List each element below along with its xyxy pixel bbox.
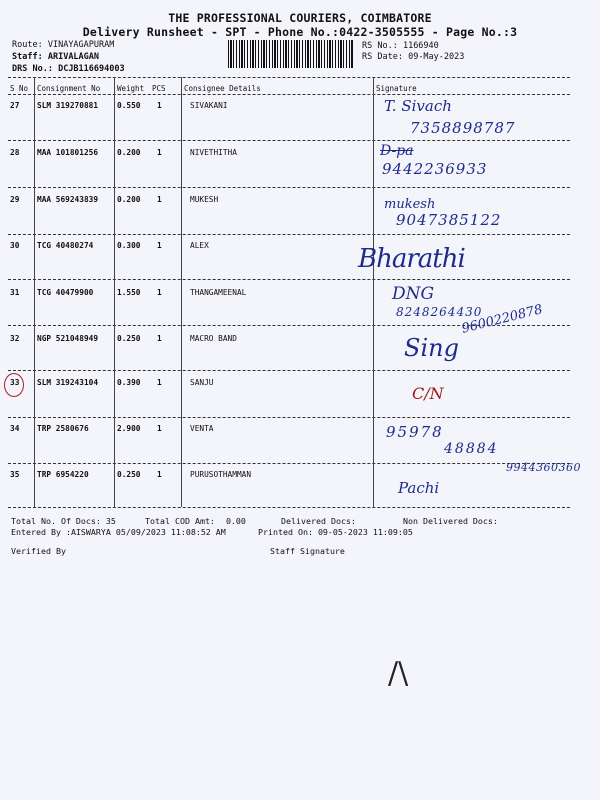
signature-handwriting: 95978 xyxy=(386,423,444,441)
rs-date-row xyxy=(362,52,464,62)
total-docs-label: Total No. Of Docs: xyxy=(11,516,101,526)
row-sno: 29 xyxy=(10,195,20,204)
row-weight: 2.900 xyxy=(117,424,141,433)
row-pcs: 1 xyxy=(157,424,162,433)
row-consignment: SLM 319243104 xyxy=(37,378,99,387)
row-weight: 0.200 xyxy=(117,148,141,157)
row-pcs: 1 xyxy=(157,334,162,343)
row-sno: 28 xyxy=(10,148,20,157)
route-row xyxy=(12,40,114,50)
signature-phone: 9047385122 xyxy=(396,211,502,229)
row-sno: 34 xyxy=(10,424,20,433)
column-divider xyxy=(114,77,115,507)
total-cod xyxy=(145,516,246,526)
row-separator xyxy=(8,279,570,280)
row-separator xyxy=(8,463,570,464)
table-bottom-rule xyxy=(8,507,570,508)
row-consignee: SIVAKANI xyxy=(190,101,228,110)
row-pcs: 1 xyxy=(157,148,162,157)
row-weight: 1.550 xyxy=(117,288,141,297)
total-cod-value: 0.00 xyxy=(225,516,246,526)
staff-signature-label: Staff Signature xyxy=(270,546,345,556)
row-consignment: TCG 40480274 xyxy=(37,241,94,250)
route-label: Route: xyxy=(12,40,43,50)
row-consignee: SANJU xyxy=(190,378,214,387)
column-divider xyxy=(34,77,35,507)
row-pcs: 1 xyxy=(157,470,162,479)
row-consignment: MAA 101801256 xyxy=(37,148,99,157)
column-divider xyxy=(181,77,182,507)
row-weight: 0.250 xyxy=(117,470,141,479)
signature-handwriting: Bharathi xyxy=(358,244,465,274)
signature-handwriting: DNG xyxy=(392,284,435,304)
row-pcs: 1 xyxy=(157,101,162,110)
barcode xyxy=(228,40,354,68)
row-pcs: 1 xyxy=(157,378,162,387)
total-docs-value: 35 xyxy=(105,516,116,526)
delivered-docs-label: Delivered Docs: xyxy=(281,516,356,526)
row-separator xyxy=(8,417,570,418)
column-divider xyxy=(373,77,374,507)
row-weight: 0.250 xyxy=(117,334,141,343)
row-consignee: MUKESH xyxy=(190,195,219,204)
row-consignment: TCG 40479900 xyxy=(37,288,94,297)
row-sno: 27 xyxy=(10,101,20,110)
row-sno: 33 xyxy=(10,378,20,387)
rs-no-label: RS No.: xyxy=(362,41,398,51)
route-value: VINAYAGAPURAM xyxy=(47,40,115,50)
staff-label: Staff: xyxy=(12,52,43,62)
totals-row xyxy=(11,516,116,526)
rs-no-row xyxy=(362,41,439,51)
signature-phone: 8248264430 xyxy=(396,305,483,319)
row-consignee: THANGAMEENAL xyxy=(190,288,247,297)
rs-date-value: 09-May-2023 xyxy=(408,52,465,62)
header-consignment: Consignment No xyxy=(37,84,101,93)
signature-handwriting: C/N xyxy=(412,384,444,403)
staff-value: ARIVALAGAN xyxy=(47,52,100,62)
drs-label: DRS No.: xyxy=(12,64,53,74)
row-consignee: ALEX xyxy=(190,241,209,250)
drs-row xyxy=(12,64,125,74)
signature-handwriting: Pachi xyxy=(398,479,440,497)
table-top-rule xyxy=(8,77,570,78)
non-delivered-docs-label: Non Delivered Docs: xyxy=(403,516,498,526)
header-sno: S No xyxy=(10,84,29,93)
row-pcs: 1 xyxy=(157,195,162,204)
signature-phone: 9442236933 xyxy=(382,160,488,178)
signature-phone: 7358898787 xyxy=(410,119,516,137)
row-separator xyxy=(8,234,570,235)
header-pcs: PCS xyxy=(152,84,166,93)
table-header-rule xyxy=(8,94,570,95)
row-consignment: MAA 569243839 xyxy=(37,195,99,204)
row-consignment: NGP 521048949 xyxy=(37,334,99,343)
signature-handwriting: T. Sivach xyxy=(384,97,452,115)
row-consignee: MACRO BAND xyxy=(190,334,237,343)
row-consignment: TRP 6954220 xyxy=(37,470,89,479)
staff-row xyxy=(12,52,99,62)
row-sno: 30 xyxy=(10,241,20,250)
row-pcs: 1 xyxy=(157,241,162,250)
signature-phone: 9944360360 xyxy=(506,461,581,474)
total-cod-label: Total COD Amt: xyxy=(145,516,215,526)
row-separator xyxy=(8,370,570,371)
signature-handwriting: mukesh xyxy=(384,197,436,212)
row-sno: 35 xyxy=(10,470,20,479)
company-name: THE PROFESSIONAL COURIERS, COIMBATORE xyxy=(168,11,432,25)
rs-date-label: RS Date: xyxy=(362,52,403,62)
row-weight: 0.300 xyxy=(117,241,141,250)
rs-no-value: 1166940 xyxy=(402,41,439,51)
signature-handwriting: Sing xyxy=(404,334,459,362)
row-sno: 32 xyxy=(10,334,20,343)
runsheet-subtitle: Delivery Runsheet - SPT - Phone No.:0422-3505555 - Page No.:3 xyxy=(82,25,518,39)
signature-phone: 48884 xyxy=(444,441,499,457)
row-consignee: VENTA xyxy=(190,424,214,433)
signature-phone: 9600220878 xyxy=(460,302,545,337)
stray-pen-mark: /\ xyxy=(388,656,409,691)
row-weight: 0.550 xyxy=(117,101,141,110)
drs-value: DCJB116694003 xyxy=(58,64,125,74)
header-consignee: Consignee Details xyxy=(184,84,261,93)
row-pcs: 1 xyxy=(157,288,162,297)
row-separator xyxy=(8,187,570,188)
row-weight: 0.200 xyxy=(117,195,141,204)
signature-handwriting: D-pa xyxy=(380,143,414,159)
header-signature: Signature xyxy=(376,84,417,93)
verified-by-label: Verified By xyxy=(11,546,66,556)
entered-by: Entered By :AISWARYA 05/09/2023 11:08:52 AM xyxy=(11,527,226,537)
printed-on: Printed On: 09-05-2023 11:09:05 xyxy=(258,527,413,537)
row-separator xyxy=(8,140,570,141)
header-weight: Weight xyxy=(117,84,145,93)
row-weight: 0.390 xyxy=(117,378,141,387)
row-consignment: TRP 2580676 xyxy=(37,424,89,433)
row-consignee: NIVETHITHA xyxy=(190,148,237,157)
row-sno: 31 xyxy=(10,288,20,297)
row-consignment: SLM 319270881 xyxy=(37,101,99,110)
row-consignee: PURUSOTHAMMAN xyxy=(190,470,252,479)
